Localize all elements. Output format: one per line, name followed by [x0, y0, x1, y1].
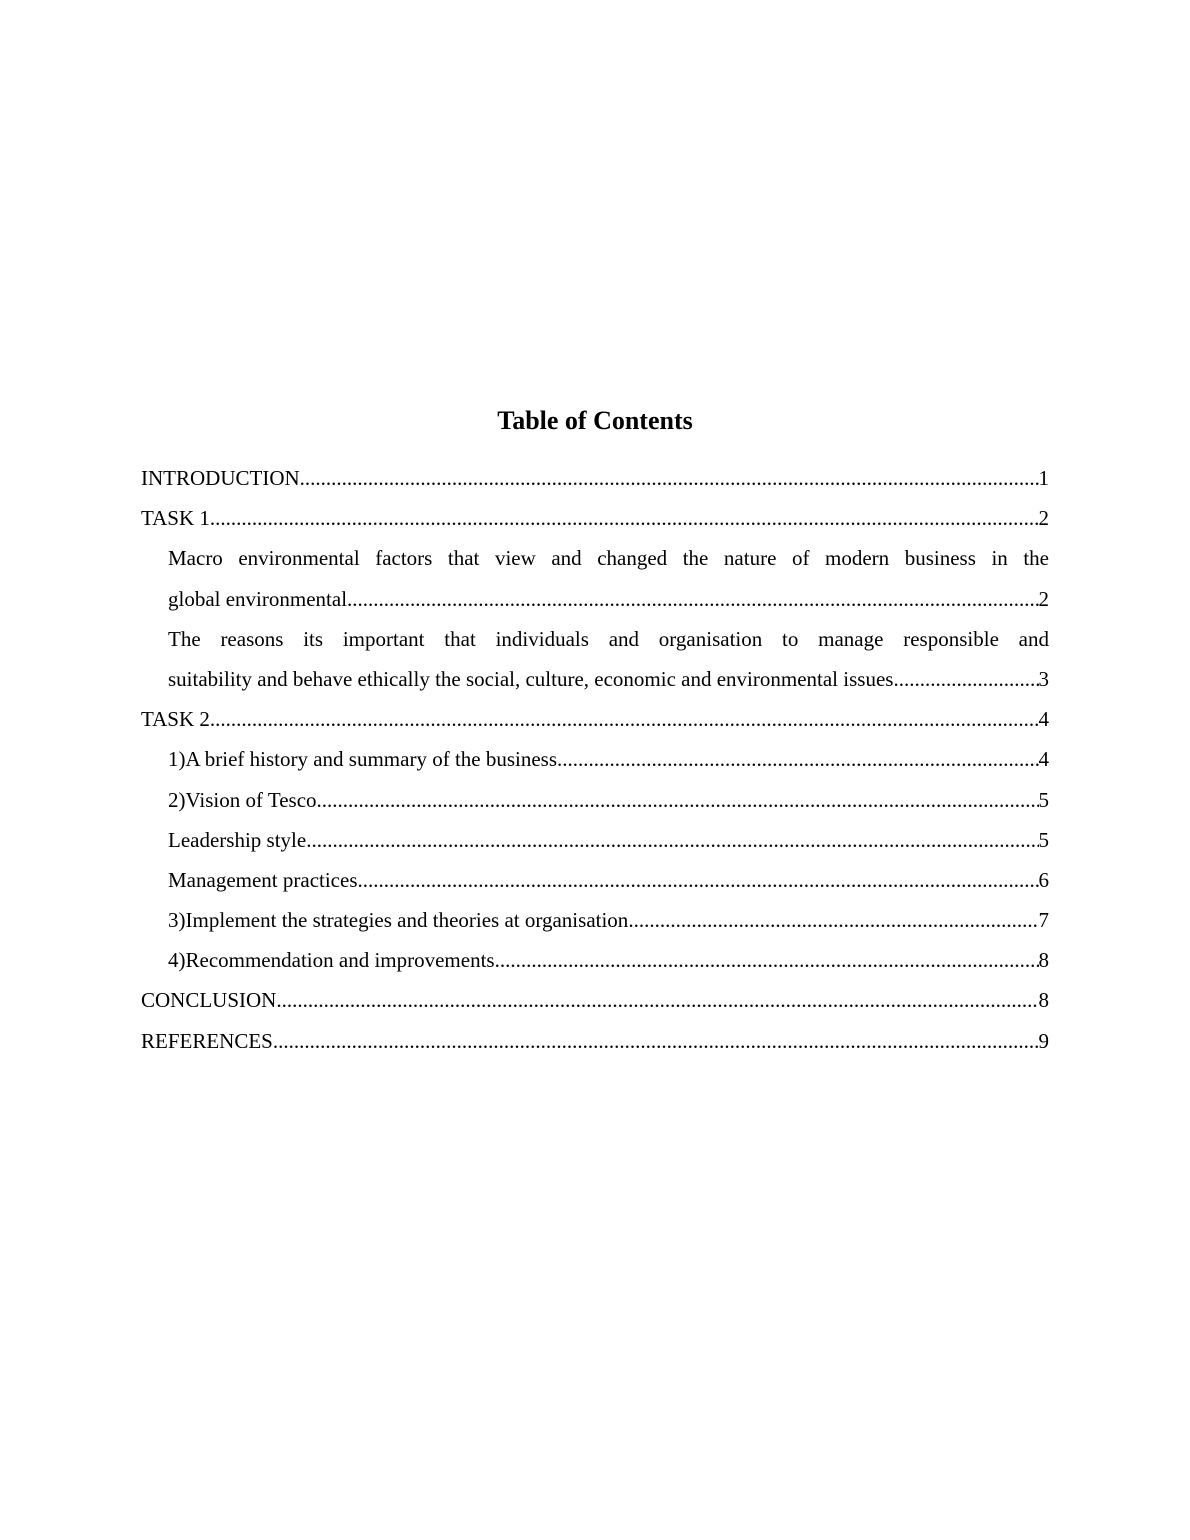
toc-entry-label: Management practices: [168, 867, 358, 892]
toc-leader-dots: [358, 860, 1039, 900]
toc-leader-dots: [273, 1021, 1039, 1061]
toc-entry-vision-of-tesco[interactable]: [168, 780, 1049, 820]
toc-leader-dots: [210, 699, 1039, 739]
toc-entry-label: INTRODUCTION: [141, 466, 300, 490]
toc-entry-label: 2)Vision of Tesco: [168, 787, 317, 812]
toc-entry-label-line-2-row: [168, 659, 1049, 699]
toc-page-number: 2: [1038, 506, 1049, 531]
toc-entry-recommendation[interactable]: [168, 940, 1049, 980]
toc-page-number: 7: [1038, 908, 1049, 933]
toc-page-number: 2: [1038, 586, 1049, 611]
toc-page-number: 1: [1038, 466, 1049, 490]
toc-entry-label: CONCLUSION: [141, 988, 277, 1013]
toc-page-number: 8: [1038, 948, 1049, 973]
toc-entry-label-line-1: Macro environmental factors that view and changed the nature of modern business in the: [168, 546, 1049, 571]
toc-entry-label-line-2-row: [168, 579, 1049, 619]
toc-entry-macro-environmental-factors[interactable]: [168, 538, 1049, 618]
toc-leader-dots: [628, 900, 1038, 940]
toc-entry-task-1[interactable]: [141, 498, 1049, 538]
toc-entry-reasons-important[interactable]: [168, 619, 1049, 699]
toc-leader-dots: [210, 498, 1039, 538]
toc-entry-leadership-style[interactable]: [168, 820, 1049, 860]
toc-leader-dots: [306, 820, 1038, 860]
toc-entry-label-line-2: global environmental: [168, 586, 348, 611]
toc-page-number: 5: [1038, 787, 1049, 812]
toc-page-number: 5: [1038, 827, 1049, 852]
toc-entry-conclusion[interactable]: [141, 980, 1049, 1020]
toc-entry-label: Leadership style: [168, 827, 307, 852]
toc-leader-dots: [893, 659, 1038, 699]
toc-entry-label: 1)A brief history and summary of the business: [168, 747, 558, 772]
toc-entry-label-line-1: The reasons its important that individuals and organisation to manage responsible and: [168, 626, 1049, 651]
toc-leader-dots: [300, 458, 1039, 498]
toc-entry-references[interactable]: [141, 1021, 1049, 1061]
toc-page-number: 4: [1038, 747, 1049, 772]
toc-entry-label-line-2: suitability and behave ethically the social, culture, economic and environmental issues: [168, 666, 894, 691]
toc-leader-dots: [557, 739, 1038, 779]
toc-entry-implement-strategies[interactable]: [168, 900, 1049, 940]
toc-entry-management-practices[interactable]: [168, 860, 1049, 900]
toc-page-number: 4: [1038, 707, 1049, 732]
toc-page-number: 6: [1038, 867, 1049, 892]
toc-page-number: 8: [1038, 988, 1049, 1013]
toc-leader-dots: [276, 980, 1038, 1020]
toc-leader-dots: [347, 579, 1038, 619]
toc-title: Table of Contents: [497, 406, 693, 435]
table-of-contents: [141, 458, 1049, 1061]
toc-entry-label: TASK 1: [141, 506, 210, 531]
toc-entry-label: 3)Implement the strategies and theories at organisation: [168, 908, 629, 933]
toc-entry-brief-history[interactable]: [168, 739, 1049, 779]
toc-entry-label: REFERENCES: [141, 1028, 273, 1053]
toc-entry-label: 4)Recommendation and improvements: [168, 948, 495, 973]
toc-page-number: 9: [1038, 1028, 1049, 1053]
toc-leader-dots: [317, 780, 1039, 820]
toc-page-number: 3: [1038, 666, 1049, 691]
toc-entry-introduction[interactable]: [141, 458, 1049, 498]
toc-leader-dots: [495, 940, 1039, 980]
toc-entry-label: TASK 2: [141, 707, 210, 732]
toc-entry-task-2[interactable]: [141, 699, 1049, 739]
